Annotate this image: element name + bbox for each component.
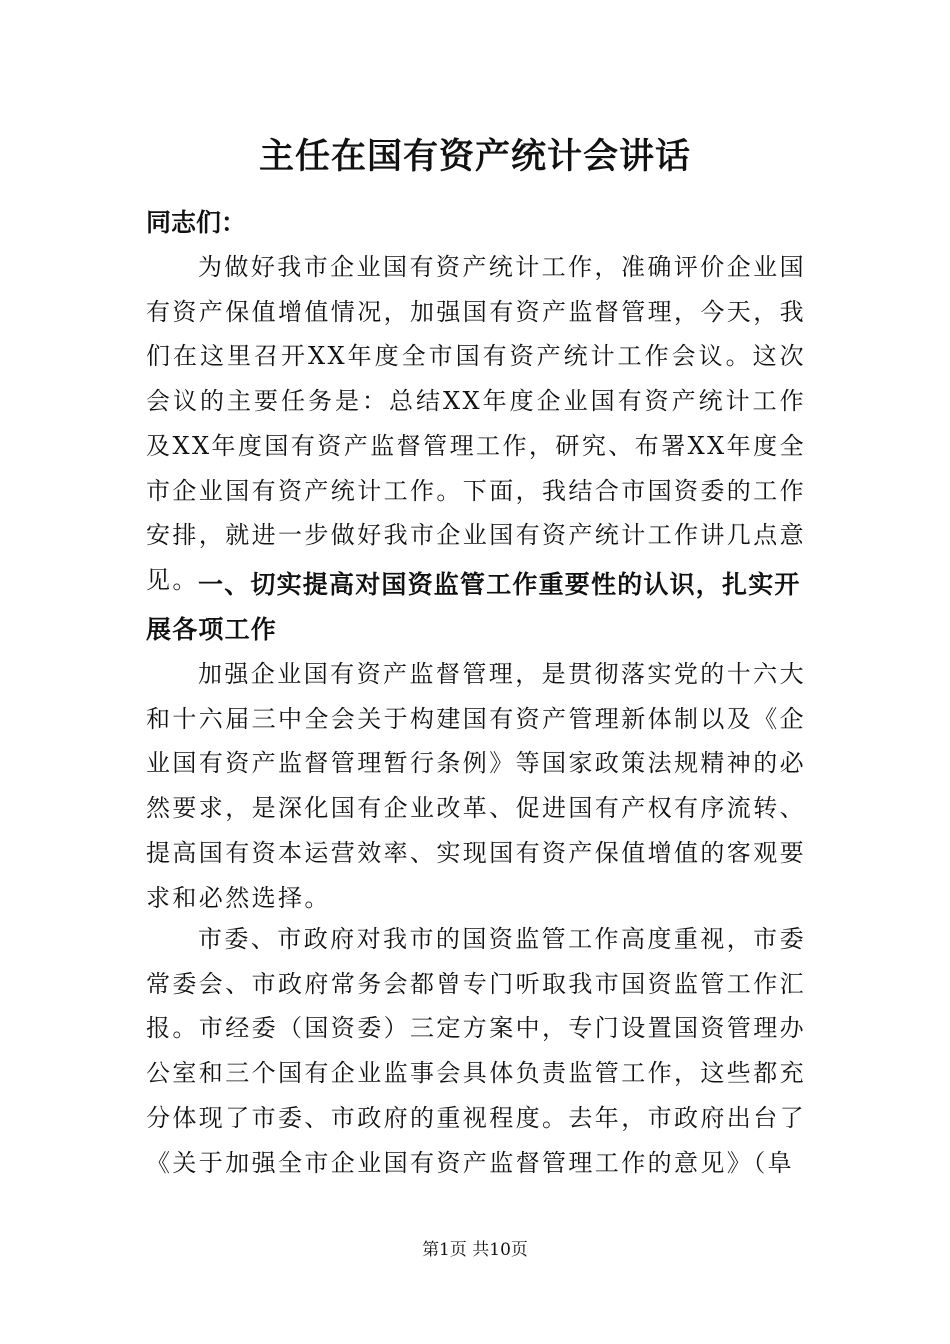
page-number-footer: 第1页 共10页 (422, 1240, 528, 1260)
paragraph-intro: 为做好我市企业国有资产统计工作，准确评价企业国有资产保值增值情况，加强国有资产监督管理，今天，我们在这里召开XX年度全市国有资产统计工作会议。这次会议的主要任务是：总结XX年度企业国有资产统计工作及XX年度国有资产监督管理工作，研究、布署XX年度全市企业国有资产统计工作。下面，我结合市国资委的工作安排，就进一步做好我市企业国有资产统计工作讲几点意见。 (146, 253, 806, 594)
paragraph-municipal: 市委、市政府对我市的国资监管工作高度重视，市委常委会、市政府常务会都曾专门听取我市国资监管工作汇报。市经委（国资委）三定方案中，专门设置国资管理办公室和三个国有企业监事会具体负责监管工作，这些都充分体现了市委、市政府的重视程度。去年，市政府出台了《关于加强全市企业国有资产监督管理工作的意见》（阜 (146, 925, 806, 1177)
document-title: 主任在国有资产统计会讲话 (258, 136, 691, 177)
salutation: 同志们： (146, 208, 247, 237)
section-heading: 一、切实提高对国资监管工作重要性的认识，扎实开展各项工作 (146, 570, 801, 644)
paragraph-supervision: 加强企业国有资产监督管理，是贯彻落实党的十六大和十六届三中全会关于构建国有资产管理新体制以及《企业国有资产监督管理暂行条例》等国家政策法规精神的必然要求，是深化国有企业改革、促进国有产权有序流转、提高国有资本运营效率、实现国有资产保值增值的客观要求和必然选择。 (146, 660, 806, 912)
